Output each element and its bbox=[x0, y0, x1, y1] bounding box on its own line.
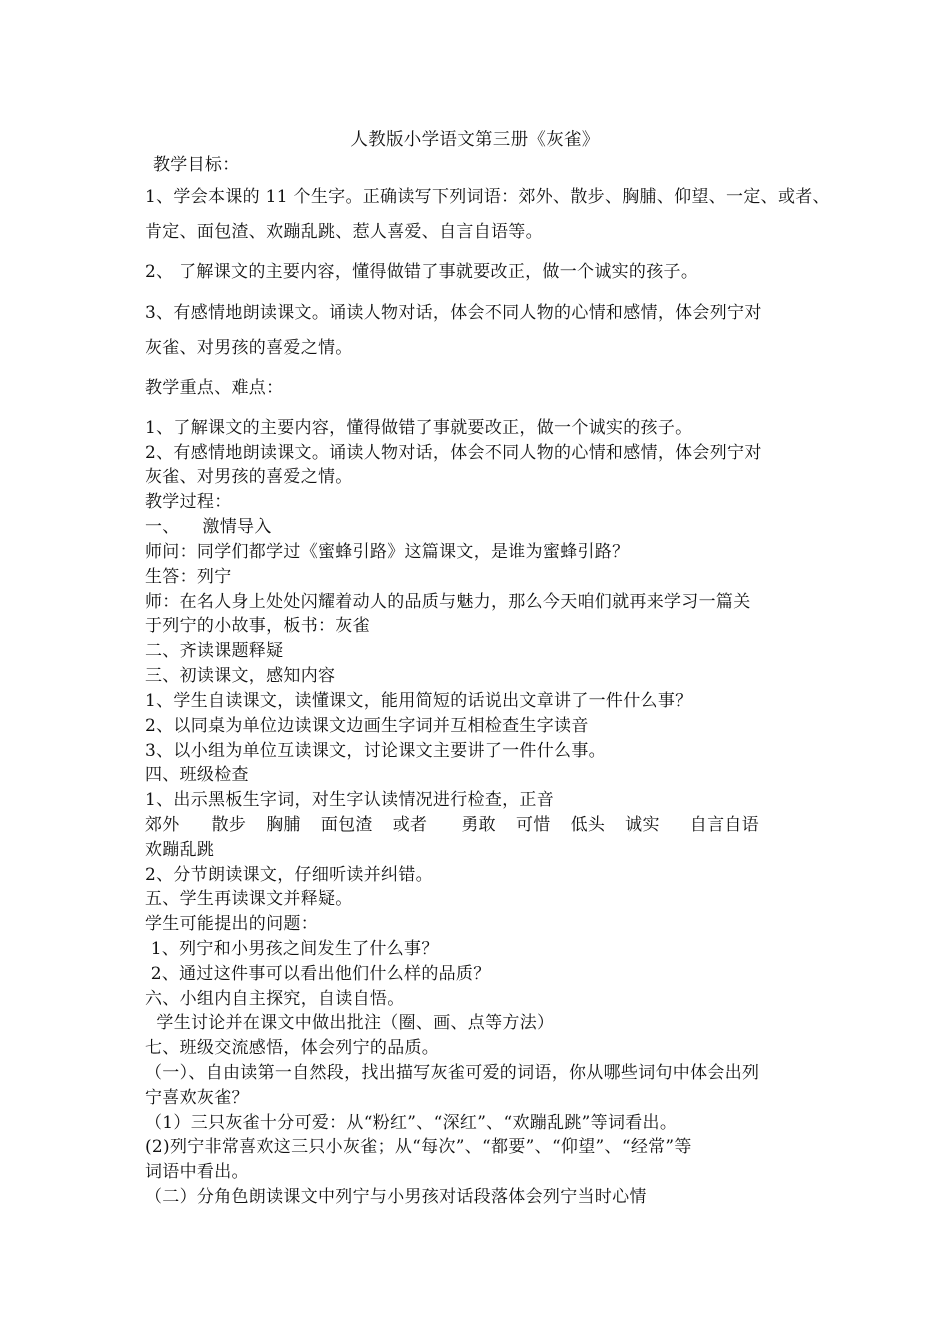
section-5-question-1: 1、列宁和小男孩之间发生了什么事？ bbox=[145, 939, 439, 959]
vocab-word: 郊外 bbox=[145, 815, 180, 835]
objective-1-line-1: 1、学会本课的 11 个生字。正确读写下列词语：郊外、散步、胸脯、仰望、一定、或者、 bbox=[145, 187, 830, 207]
key-point-2-line-1: 2、有感情地朗读课文。诵读人物对话，体会不同人物的心情和感情，体会列宁对 bbox=[145, 443, 762, 463]
objective-2: 2、 了解课文的主要内容，懂得做错了事就要改正，做一个诚实的孩子。 bbox=[145, 262, 699, 282]
vocab-word: 可惜 bbox=[515, 815, 551, 835]
key-point-1: 1、了解课文的主要内容，懂得做错了事就要改正，做一个诚实的孩子。 bbox=[145, 418, 693, 438]
section-7-part-1-line-2: 宁喜欢灰雀？ bbox=[145, 1088, 249, 1108]
section-7-point-2-line-2: 词语中看出。 bbox=[145, 1162, 249, 1182]
section-4-heading: 四、班级检查 bbox=[145, 765, 249, 785]
section-7-heading: 七、班级交流感悟，体会列宁的品质。 bbox=[145, 1038, 440, 1058]
section-4-item-1: 1、出示黑板生字词，对生字认读情况进行检查，正音 bbox=[145, 790, 555, 810]
process-heading: 教学过程： bbox=[145, 492, 232, 512]
key-point-2-line-2: 灰雀、对男孩的喜爱之情。 bbox=[145, 467, 353, 487]
section-6-item-1: 学生讨论并在课文中做出批注（圈、画、点等方法） bbox=[145, 1013, 555, 1033]
vocab-word: 诚实 bbox=[625, 815, 660, 835]
section-1-answer: 生答：列宁 bbox=[145, 567, 232, 587]
section-3-item-1: 1、学生自读课文，读懂课文，能用简短的话说出文章讲了一件什么事？ bbox=[145, 691, 693, 711]
section-3-item-3: 3、以小组为单位互读课文，讨论课文主要讲了一件什么事。 bbox=[145, 741, 606, 761]
vocab-word: 低头 bbox=[570, 815, 606, 835]
section-3-item-2: 2、以同桌为单位边读课文边画生字词并互相检查生字读音 bbox=[145, 716, 589, 736]
section-5-intro: 学生可能提出的问题： bbox=[145, 914, 318, 934]
section-5-question-2: 2、通过这件事可以看出他们什么样的品质？ bbox=[145, 964, 491, 984]
section-5-heading: 五、学生再读课文并释疑。 bbox=[145, 889, 353, 909]
section-2-heading: 二、齐读课题释疑 bbox=[145, 641, 284, 661]
page-title: 人教版小学语文第三册《灰雀》 bbox=[350, 130, 600, 150]
key-points-heading: 教学重点、难点： bbox=[145, 378, 284, 398]
vocab-word: 散步 bbox=[211, 815, 247, 835]
objective-1-line-2: 肯定、面包渣、欢蹦乱跳、惹人喜爱、自言自语等。 bbox=[145, 222, 543, 242]
section-4-item-2: 2、分节朗读课文，仔细听读并纠错。 bbox=[145, 865, 433, 885]
section-1-heading: 一、 激情导入 bbox=[145, 517, 272, 537]
section-3-heading: 三、初读课文，感知内容 bbox=[145, 666, 336, 686]
section-7-part-1-line-1: （一）、自由读第一自然段，找出描写灰雀可爱的词语，你从哪些词句中体会出列 bbox=[145, 1063, 760, 1083]
section-1-question: 师问：同学们都学过《蜜蜂引路》这篇课文，是谁为蜜蜂引路？ bbox=[145, 542, 630, 562]
vocab-word: 面包渣 bbox=[320, 815, 373, 835]
section-7-point-2-line-1: (2)列宁非常喜欢这三只小灰雀；从“每次”、“都要”、“仰望”、“经常”等 bbox=[145, 1137, 692, 1157]
vocab-word: 胸脯 bbox=[266, 815, 301, 835]
section-1-teacher-line-2: 于列宁的小故事，板书：灰雀 bbox=[145, 616, 370, 636]
vocab-word: 或者 bbox=[392, 815, 428, 835]
section-1-teacher-line-1: 师：在名人身上处处闪耀着动人的品质与魅力，那么今天咱们就再来学习一篇关 bbox=[145, 592, 751, 612]
section-6-heading: 六、小组内自主探究，自读自悟。 bbox=[145, 989, 405, 1009]
objective-3-line-2: 灰雀、对男孩的喜爱之情。 bbox=[145, 338, 353, 358]
vocab-word: 自言自语 bbox=[689, 815, 759, 835]
objective-3-line-1: 3、有感情地朗读课文。诵读人物对话，体会不同人物的心情和感情，体会列宁对 bbox=[145, 303, 762, 323]
section-7-part-2: （二）分角色朗读课文中列宁与小男孩对话段落体会列宁当时心情 bbox=[145, 1187, 647, 1207]
objectives-heading: 教学目标： bbox=[153, 155, 240, 175]
section-7-point-1: （1）三只灰雀十分可爱：从“粉红”、“深红”、“欢蹦乱跳”等词看出。 bbox=[145, 1113, 678, 1133]
vocabulary-row bbox=[145, 813, 759, 837]
vocab-word: 勇敢 bbox=[461, 815, 496, 835]
vocabulary-last-word: 欢蹦乱跳 bbox=[145, 840, 215, 860]
